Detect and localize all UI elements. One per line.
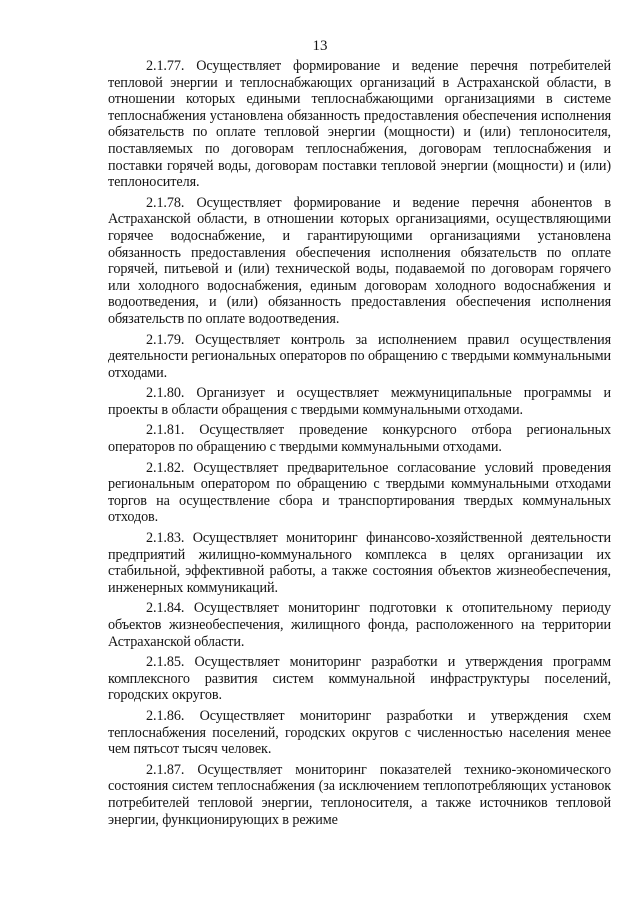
paragraph-2-1-86: 2.1.86. Осуществляет мониторинг разработки и утверждения схем теплоснабжения поселений, городских округов с численностью населения менее чем пятьсот тысяч человек. — [108, 707, 611, 758]
paragraph-2-1-82: 2.1.82. Осуществляет предварительное согласование условий проведения региональным оператором по обращению с твердыми коммунальными отходами торгов на осуществление сбора и транспортирования твердых коммунальных отходов. — [108, 459, 611, 526]
page-number: 13 — [312, 38, 328, 54]
paragraph-2-1-79: 2.1.79. Осуществляет контроль за исполнением правил осуществления деятельности региональных операторов по обращению с твердыми коммунальными отходами. — [108, 331, 611, 381]
paragraph-2-1-85: 2.1.85. Осуществляет мониторинг разработки и утверждения программ комплексного развития систем коммунальной инфраструктуры поселений, городских округов. — [108, 654, 611, 704]
paragraph-2-1-81: 2.1.81. Осуществляет проведение конкурсного отбора региональных операторов по обращению с твердыми коммунальными отходами. — [108, 422, 611, 456]
paragraph-2-1-84: 2.1.84. Осуществляет мониторинг подготовки к отопительному периоду объектов жизнеобеспечения, жилищного фонда, расположенного на территории Астраханской области. — [108, 600, 611, 650]
paragraph-2-1-80: 2.1.80. Организует и осуществляет межмуниципальные программы и проекты в области обращения с твердыми коммунальными отходами. — [108, 385, 611, 418]
paragraph-2-1-87: 2.1.87. Осуществляет мониторинг показателей технико-экономического состояния систем теплоснабжения (за исключением теплопотребляющих установок потребителей тепловой энергии, теплоносителя, а также источников тепловой энергии, функционирующих в режиме — [108, 761, 611, 828]
document-body — [108, 58, 611, 832]
paragraph-2-1-83: 2.1.83. Осуществляет мониторинг финансово-хозяйственной деятельности предприятий жилищно-коммунального комплекса в целях организации их стабильной, эффективной работы, а также состояния объектов жизнеобеспечения, инженерных коммуникаций. — [108, 530, 611, 596]
paragraph-2-1-77: 2.1.77. Осуществляет формирование и ведение перечня потребителей тепловой энергии и теплоснабжающих организаций в Астраханской области, в отношении которых едиными теплоснабжающими организациями в системе теплоснабжения установлена обязанность предоставления обеспечения исполнения обязательств по оплате тепловой энергии (мощности) и (или) теплоносителя, поставляемых по договорам теплоснабжения, договорам теплоснабжения и поставки горячей воды, договорам поставки тепловой энергии (мощности) и (или) теплоносителя. — [108, 58, 611, 191]
paragraph-2-1-78: 2.1.78. Осуществляет формирование и ведение перечня абонентов в Астраханской области, в отношении которых организациями, осуществляющими горячее водоснабжение, и гарантирующими организациями установлена обязанность предоставления обеспечения исполнения обязательств по оплате горячей, питьевой и (или) технической воды, подаваемой по договорам горячего или холодного водоснабжения, единым договорам холодного водоснабжения и водоотведения, и (или) обязанность предоставления обеспечения исполнения обязательств по оплате водоотведения. — [108, 194, 611, 327]
